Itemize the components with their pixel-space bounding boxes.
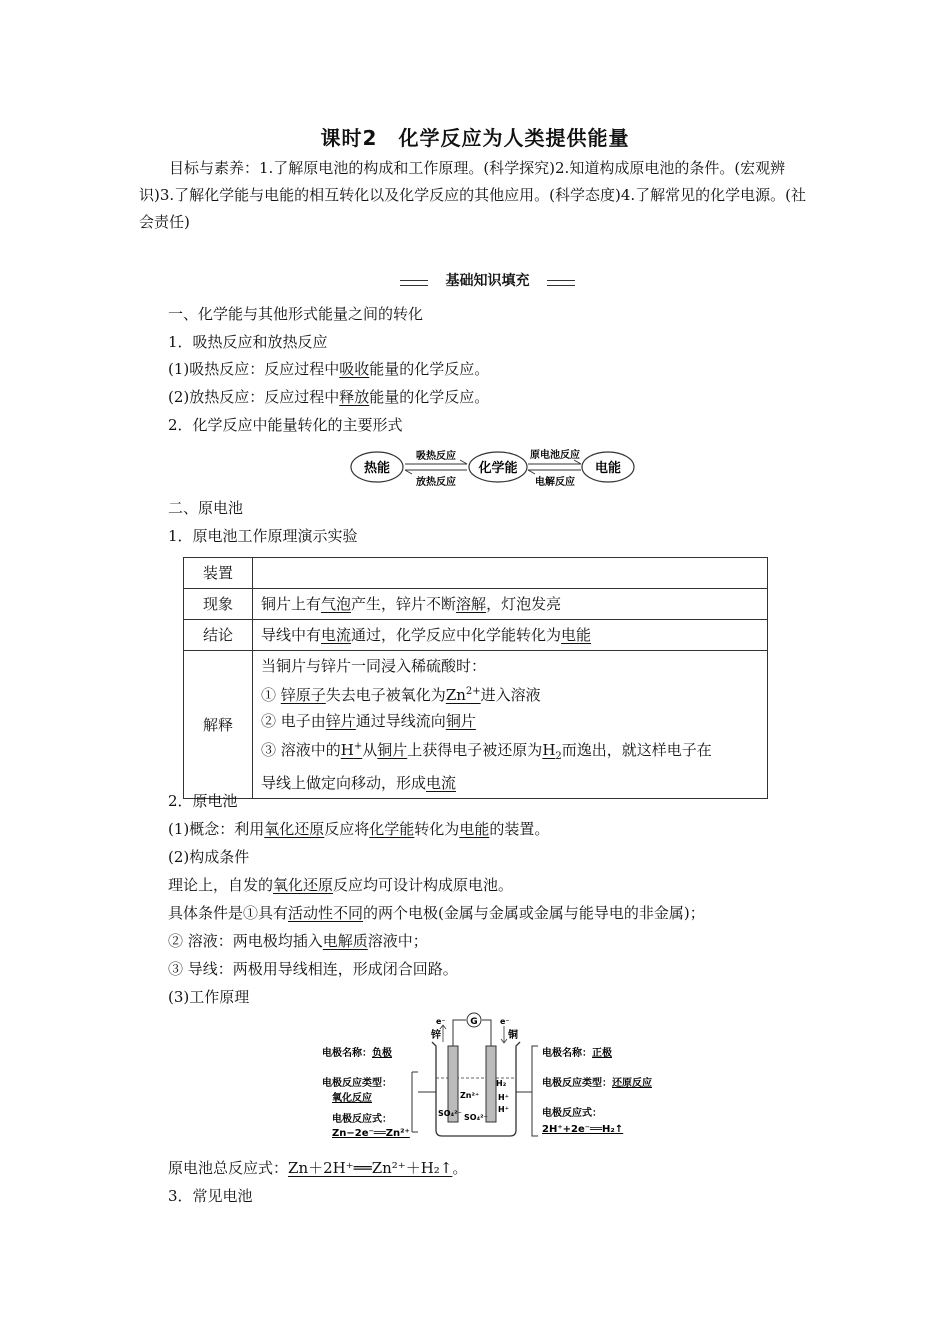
text: 进入溶液 <box>480 686 541 704</box>
text: (1)概念：利用 <box>168 820 265 838</box>
node-electric-label: 电能 <box>594 461 622 476</box>
label: 电极名称： <box>542 1048 592 1059</box>
subsection-1-1: 1．吸热反应和放热反应 <box>168 333 328 351</box>
experiment-table <box>183 557 768 799</box>
subscript: 2 <box>555 751 562 762</box>
banner-text: 基础知识填充 <box>445 273 530 289</box>
left-electrode-name: 负极 <box>372 1048 392 1059</box>
galvanic-cell-diagram <box>318 1012 668 1142</box>
section-1-heading: 一、化学能与其他形式能量之间的转化 <box>168 305 424 323</box>
answer-blank: 锌片 <box>325 712 356 730</box>
text: ③ 溶液中的 <box>261 741 341 759</box>
text: 反应均可设计构成原电池。 <box>333 876 514 894</box>
answer-blank: 氧化还原 <box>273 876 334 894</box>
conclusion-cell <box>253 620 768 651</box>
answer-blank: 活动性不同 <box>288 904 364 922</box>
table-row <box>184 589 768 620</box>
text: 失去电子被氧化为 <box>325 686 446 704</box>
apparatus-cell <box>253 558 768 589</box>
electron-label: e⁻ <box>436 1017 446 1026</box>
sulfate-ion-label: SO₄²⁻ <box>438 1109 462 1118</box>
explanation-line <box>261 734 759 770</box>
arrow-label-electrolysis: 电解反应 <box>535 477 575 488</box>
arrow-label-galvanic: 原电池反应 <box>530 450 580 461</box>
text: H <box>542 741 556 759</box>
text: 原电池总反应式： <box>168 1159 289 1177</box>
h2-label: H₂ <box>496 1079 507 1088</box>
svg-text:电极名称：正极 <box>542 1046 612 1059</box>
learning-objectives: 目标与素养：1.了解原电池的构成和工作原理。(科学探究)2.知道构成原电池的条件。(宏观辨识)3.了解化学能与电能的相互转化以及化学反应的其他应用。(科学态度)4.了解常见的化学电源。(社会责任) <box>139 159 807 231</box>
h-ion-label: H⁺ <box>498 1093 509 1102</box>
text: 反应将 <box>324 820 370 838</box>
concept-line <box>168 818 549 840</box>
label: 电极反应类型： <box>542 1078 612 1089</box>
answer-blank: 气泡 <box>321 595 352 613</box>
text: ，灯泡发亮 <box>486 595 562 613</box>
text: 能量的化学反应。 <box>369 360 490 378</box>
answer-blank: 化学能 <box>369 820 415 838</box>
text: 通过导线流向 <box>355 712 446 730</box>
row-header-conclusion: 结论 <box>184 620 253 651</box>
text: 产生，锌片不断 <box>351 595 457 613</box>
text: 通过，化学反应中化学能转化为 <box>351 626 562 644</box>
subsection-1-2: 2．化学反应中能量转化的主要形式 <box>168 416 403 434</box>
wire-condition: ③ 导线：两极用导线相连，形成闭合回路。 <box>168 960 458 978</box>
subsection-2-3: 3．常见电池 <box>168 1187 253 1205</box>
answer-blank <box>341 741 362 759</box>
zinc-label: 锌 <box>431 1030 441 1041</box>
answer-blank: 电流 <box>321 626 352 644</box>
answer-blank <box>542 741 562 762</box>
text: 转化为 <box>414 820 460 838</box>
right-reaction-type: 还原反应 <box>612 1078 652 1089</box>
total-reaction-line <box>168 1157 467 1179</box>
superscript: 2+ <box>465 686 481 697</box>
text: 。 <box>452 1159 468 1177</box>
left-equation: Zn−2e⁻══Zn²⁺ <box>332 1128 410 1139</box>
answer-blank: 电解质 <box>322 932 368 950</box>
explanation-line <box>261 708 759 734</box>
label: 电极反应式： <box>542 1108 602 1119</box>
row-header-explanation: 解释 <box>184 651 253 799</box>
superscript: + <box>353 741 363 752</box>
text: 溶液中； <box>367 932 428 950</box>
text: ② 电子由 <box>261 712 326 730</box>
table-row <box>184 558 768 589</box>
text: 具体条件是①具有 <box>168 904 289 922</box>
text: 从 <box>362 741 378 759</box>
table-row <box>184 620 768 651</box>
copper-electrode <box>486 1046 496 1122</box>
exothermic-definition <box>168 386 489 408</box>
banner-right-bar <box>547 280 575 286</box>
text: 当铜片与锌片一同浸入稀硫酸时： <box>261 657 487 675</box>
banner-left-bar <box>400 280 428 286</box>
electron-label: e⁻ <box>500 1017 510 1026</box>
arrow-label-exothermic: 放热反应 <box>416 477 456 488</box>
node-chemical-label: 化学能 <box>478 461 518 476</box>
explanation-line <box>261 679 759 708</box>
text: 的装置。 <box>489 820 550 838</box>
text: 的两个电极(金属与金属或金属与能导电的非金属)； <box>363 904 705 922</box>
answer-blank: 吸收 <box>339 360 370 378</box>
text: 导线上做定向移动，形成 <box>261 774 427 792</box>
text: 而逸出，就这样电子在 <box>561 741 712 759</box>
text: (2)放热反应：反应过程中 <box>168 388 340 406</box>
zinc-ion-label: Zn²⁺ <box>460 1091 480 1100</box>
label: 电极名称： <box>322 1048 372 1059</box>
h-ion-label: H⁺ <box>498 1105 509 1114</box>
text: ② 溶液：两电极均插入 <box>168 932 323 950</box>
answer-blank: 释放 <box>339 388 370 406</box>
section-banner <box>400 270 575 292</box>
phenomenon-cell <box>253 589 768 620</box>
answer-blank: 电能 <box>459 820 490 838</box>
explanation-line <box>261 770 759 796</box>
text: H <box>340 741 354 759</box>
arrow-label-endothermic: 吸热反应 <box>416 451 456 462</box>
left-reaction-type: 氧化反应 <box>332 1093 372 1104</box>
svg-text:电极反应类型：还原反应 <box>542 1076 652 1089</box>
answer-blank: 锌原子 <box>280 686 326 704</box>
text: 上获得电子被还原为 <box>407 741 543 759</box>
table-row <box>184 651 768 799</box>
copper-label: 铜 <box>508 1030 518 1041</box>
text: 理论上，自发的 <box>168 876 274 894</box>
answer-blank: 铜片 <box>445 712 476 730</box>
svg-text:电极名称：负极 <box>322 1046 392 1059</box>
answer-blank: 电能 <box>561 626 592 644</box>
electrode-condition <box>168 902 705 924</box>
solution-condition <box>168 930 428 952</box>
node-heat-label: 热能 <box>363 461 391 476</box>
answer-blank <box>446 686 481 704</box>
galvanometer-label: G <box>470 1017 478 1027</box>
answer-blank: Zn＋2H⁺══Zn²⁺＋H₂↑ <box>288 1159 453 1177</box>
conditions-heading: (2)构成条件 <box>168 848 250 866</box>
text: 铜片上有 <box>261 595 322 613</box>
text: ① <box>261 686 281 704</box>
subsection-2-1: 1．原电池工作原理演示实验 <box>168 527 358 545</box>
text: 导线中有 <box>261 626 322 644</box>
label: 电极反应式： <box>332 1114 392 1125</box>
answer-blank: 铜片 <box>377 741 408 759</box>
theory-line <box>168 874 513 896</box>
text: Zn <box>445 686 466 704</box>
page-title: 课时2 化学反应为人类提供能量 <box>320 126 630 150</box>
row-header-apparatus: 装置 <box>184 558 253 589</box>
right-electrode-name: 正极 <box>592 1048 612 1059</box>
sulfate-ion-label: SO₄²⁻ <box>464 1113 488 1122</box>
energy-conversion-diagram <box>350 443 635 489</box>
right-equation: 2H⁺+2e⁻══H₂↑ <box>542 1124 624 1135</box>
explanation-cell <box>253 651 768 799</box>
endothermic-definition <box>168 358 489 380</box>
section-2-heading: 二、原电池 <box>168 499 244 517</box>
subsection-2-2: 2．原电池 <box>168 792 238 810</box>
answer-blank: 氧化还原 <box>264 820 325 838</box>
principle-heading: (3)工作原理 <box>168 988 250 1006</box>
label: 电极反应类型： <box>322 1078 392 1089</box>
row-header-phenomenon: 现象 <box>184 589 253 620</box>
text: (1)吸热反应：反应过程中 <box>168 360 340 378</box>
answer-blank: 电流 <box>426 774 457 792</box>
text: 能量的化学反应。 <box>369 388 490 406</box>
answer-blank: 溶解 <box>456 595 487 613</box>
